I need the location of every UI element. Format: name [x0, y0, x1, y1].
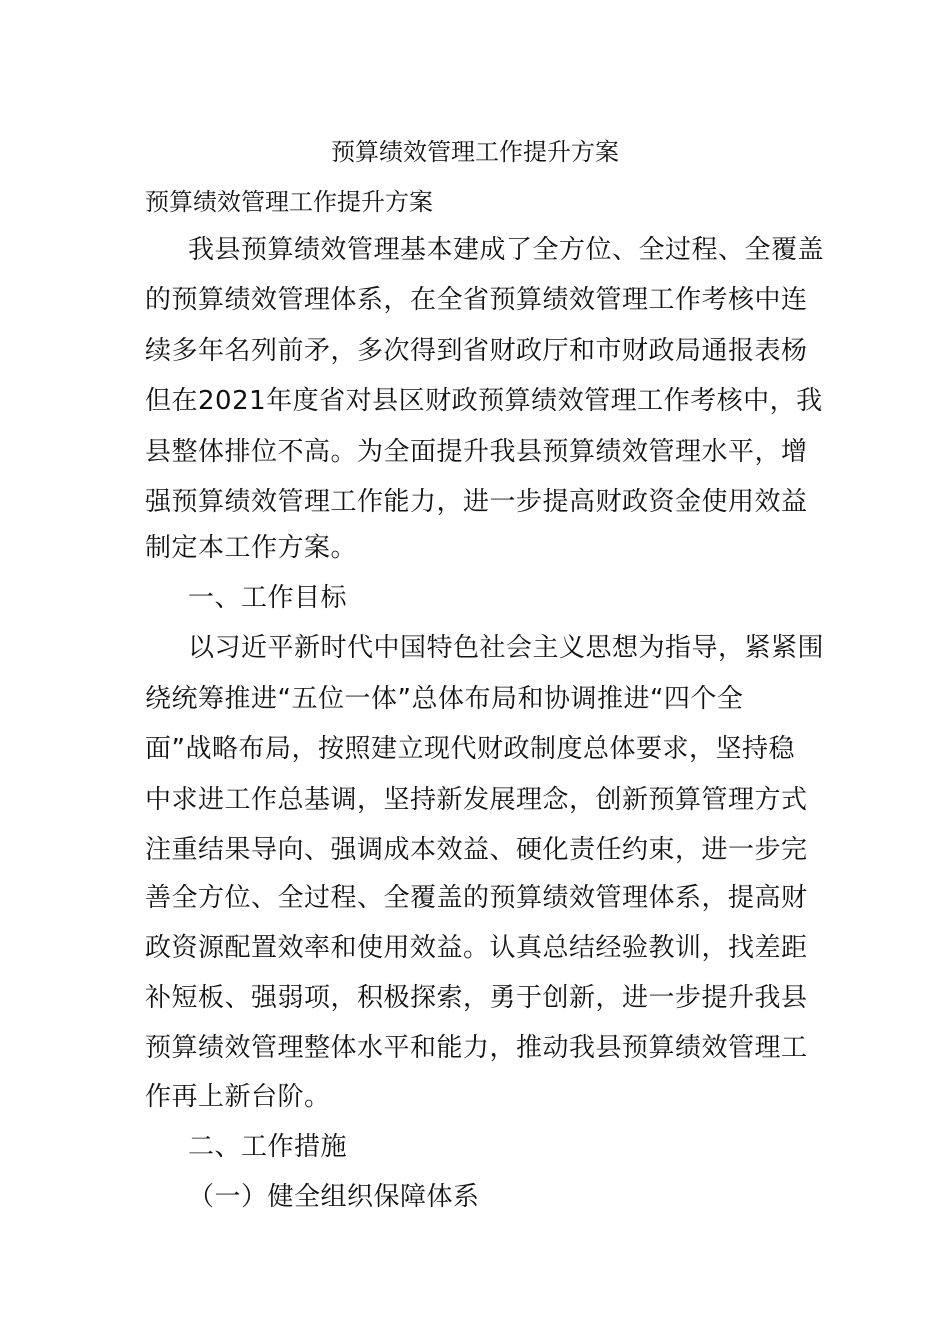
paragraph-line: 作再上新台阶。 — [145, 1082, 331, 1112]
paragraph-line: 制定本工作方案。 — [145, 533, 358, 563]
paragraph-line: 中求进工作总基调，坚持新发展理念，创新预算管理方式 — [145, 785, 808, 815]
paragraph-line: 预算绩效管理整体水平和能力，推动我县预算绩效管理工 — [145, 1033, 808, 1063]
document-title: 预算绩效管理工作提升方案 — [331, 138, 619, 166]
section-heading: 二、工作措施 — [188, 1132, 348, 1162]
paragraph-line: 但在2021年度省对县区财政预算绩效管理工作考核中，我 — [145, 386, 823, 416]
paragraph-line: 续多年名列前矛，多次得到省财政厅和市财政局通报表杨 — [145, 336, 808, 366]
paragraph-line: 补短板、强弱项，积极探索，勇于创新，进一步提升我县 — [145, 983, 808, 1013]
paragraph-line: 的预算绩效管理体系，在全省预算绩效管理工作考核中连 — [145, 285, 808, 315]
paragraph-line: 以习近平新时代中国特色社会主义思想为指导，紧紧围 — [188, 633, 825, 663]
paragraph-line: 强预算绩效管理工作能力，进一步提高财政资金使用效益 — [145, 487, 808, 517]
subsection-heading: （一）健全组织保障体系 — [188, 1182, 480, 1212]
paragraph-line: 面”战略布局，按照建立现代财政制度总体要求，坚持稳 — [145, 734, 795, 764]
paragraph-line: 县整体排位不高。为全面提升我县预算绩效管理水平，增 — [145, 437, 808, 467]
paragraph-line: 善全方位、全过程、全覆盖的预算绩效管理体系，提高财 — [145, 883, 808, 913]
paragraph-line: 我县预算绩效管理基本建成了全方位、全过程、全覆盖 — [188, 235, 825, 265]
paragraph-line: 注重结果导向、强调成本效益、硬化责任约束，进一步完 — [145, 835, 808, 865]
paragraph-line: 绕统筹推进“五位一体”总体布局和协调推进“四个全 — [145, 684, 744, 714]
paragraph-line: 政资源配置效率和使用效益。认真总结经验教训，找差距 — [145, 933, 808, 963]
section-heading: 一、工作目标 — [188, 583, 348, 613]
document-subtitle: 预算绩效管理工作提升方案 — [145, 188, 433, 216]
